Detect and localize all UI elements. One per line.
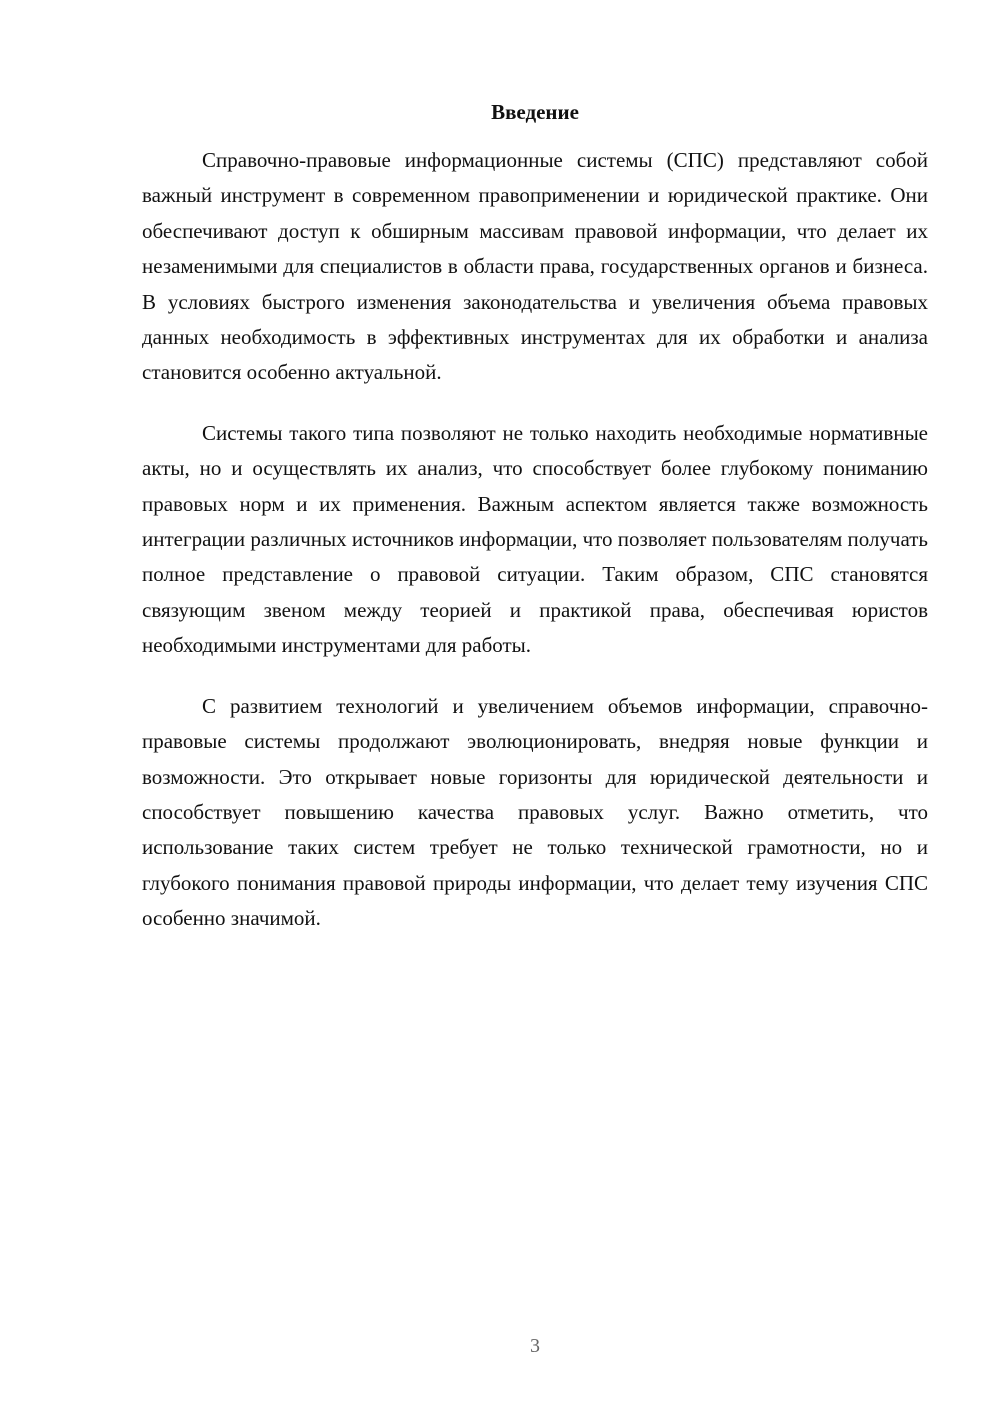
paragraph-1: Справочно-правовые информационные системы (СПС) представляют собой важный инструмент в современном правоприменении и юридической практике. Они обеспечивают доступ к обширным массивам правовой информации, что делает их незаменимыми для специалистов в области права, государственных органов и бизнеса. В условиях быстрого изменения законодательства и увеличения объема правовых данных необходимость в эффективных инструментах для их обработки и анализа становится особенно актуальной. — [142, 148, 928, 385]
body-text — [142, 143, 928, 962]
paragraph-2: Системы такого типа позволяют не только находить необходимые нормативные акты, но и осуществлять их анализ, что способствует более глубокому пониманию правовых норм и их применения. Важным аспектом является также возможность интеграции различных источников информации, что позволяет пользователям получать полное представление о правовой ситуации. Таким образом, СПС становятся связующим звеном между теорией и практикой права, обеспечивая юристов необходимыми инструментами для работы. — [142, 420, 929, 658]
paragraph-3: С развитием технологий и увеличением объемов информации, справочно-правовые системы продолжают эволюционировать, внедряя новые функции и возможности. Это открывает новые горизонты для юридической деятельности и способствует повышению качества правовых услуг. Важно отметить, что использование таких систем требует не только технической грамотности, но и глубокого понимания правовой природы информации, что делает тему изучения СПС особенно значимой. — [142, 693, 928, 931]
page-number: 3 — [530, 1335, 540, 1357]
page-title: Введение — [491, 100, 579, 124]
